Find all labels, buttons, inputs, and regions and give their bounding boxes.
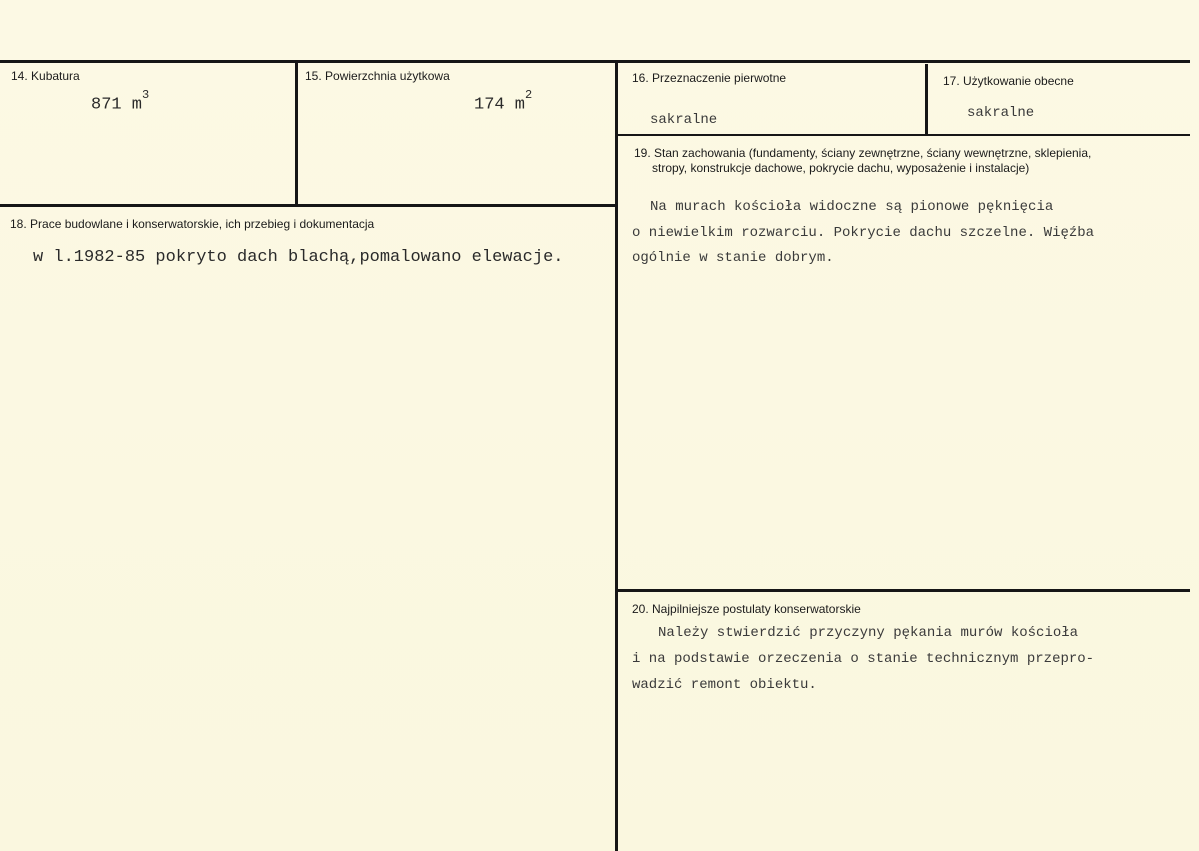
field-15-unit-exponent: 2 <box>525 88 533 102</box>
divider-14-15 <box>295 60 298 206</box>
field-19-line-2: o niewielkim rozwarciu. Pokrycie dachu szczelne. Więźba <box>632 225 1095 241</box>
divider-16-17 <box>925 64 928 136</box>
field-16-label: 16. Przeznaczenie pierwotne <box>632 71 787 85</box>
field-14-label: 14. Kubatura <box>11 69 80 83</box>
field-14-number: 871 m <box>91 95 143 115</box>
field-14-unit-exponent: 3 <box>142 88 150 102</box>
top-border <box>0 60 1190 63</box>
field-18-label: 18. Prace budowlane i konserwatorskie, ich przebieg i dokumentacja <box>10 217 375 231</box>
field-20-line-2: i na podstawie orzeczenia o stanie technicznym przepro- <box>632 651 1095 667</box>
field-20-line-1: Należy stwierdzić przyczyny pękania murów kościoła <box>658 625 1079 641</box>
field-18-text: w l.1982-85 pokryto dach blachą,pomalowano elewacje. <box>33 248 564 267</box>
field-19-label-line2: stropy, konstrukcje dachowe, pokrycie dachu, wyposażenie i instalacje) <box>652 161 1030 175</box>
field-19-line-1: Na murach kościoła widoczne są pionowe pęknięcia <box>650 199 1054 215</box>
field-15-number: 174 m <box>474 95 526 115</box>
divider-main-vertical <box>615 60 618 851</box>
field-16-value: sakralne <box>650 112 718 128</box>
field-17-value: sakralne <box>967 105 1035 121</box>
field-19-line-3: ogólnie w stanie dobrym. <box>632 250 834 266</box>
field-20-label: 20. Najpilniejsze postulaty konserwatorskie <box>632 602 861 616</box>
divider-14-18 <box>0 204 617 207</box>
field-15-label: 15. Powierzchnia użytkowa <box>305 69 450 83</box>
field-19-label-line1: 19. Stan zachowania (fundamenty, ściany zewnętrzne, ściany wewnętrzne, sklepienia, <box>634 146 1092 160</box>
field-14-value <box>91 87 149 118</box>
field-15-value <box>474 87 532 118</box>
field-20-line-3: wadzić remont obiektu. <box>632 677 817 693</box>
field-17-label: 17. Użytkowanie obecne <box>943 74 1074 88</box>
divider-19-20 <box>618 589 1190 592</box>
divider-16-19 <box>618 134 1190 136</box>
